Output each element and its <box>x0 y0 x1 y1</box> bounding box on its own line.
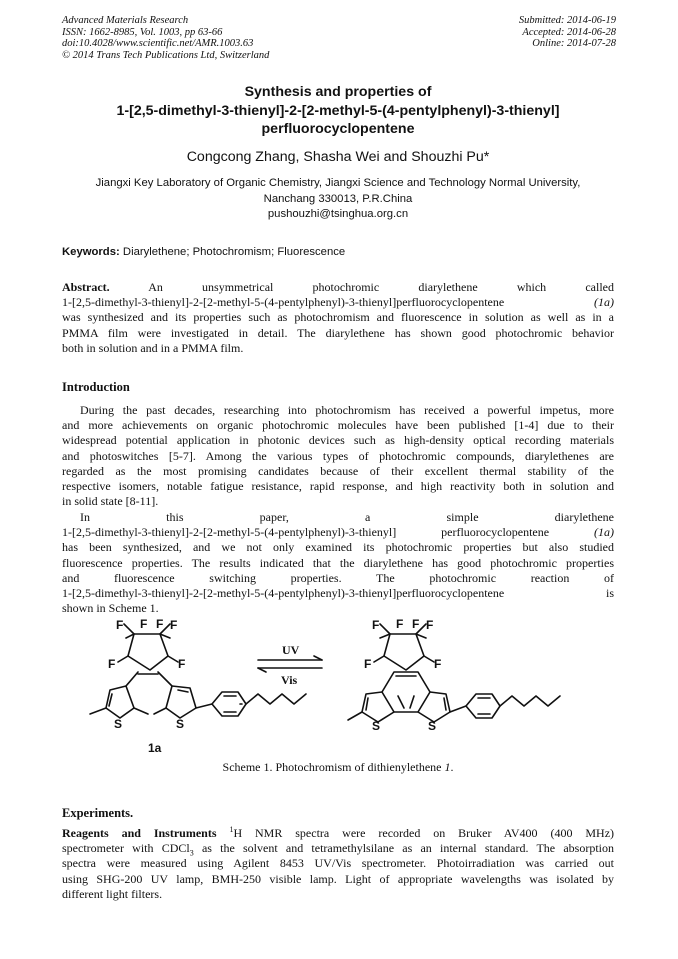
fluorine-label: F <box>396 617 404 631</box>
abstract-line <box>62 295 614 310</box>
doi: doi:10.4028/www.scientific.net/AMR.1003.63 <box>62 38 254 50</box>
issn: ISSN: 1662-8985, Vol. 1003, pp 63-66 <box>62 26 223 38</box>
fluorine-label: F <box>156 617 164 631</box>
nmr-superscript: 1 <box>229 825 234 834</box>
abstract <box>62 280 614 356</box>
abstract-label: Abstract. <box>62 280 110 294</box>
intro-line: regarded as the most promising candidates because of their excellent thermal stability of the <box>62 463 614 478</box>
sulfur-label: S <box>176 717 185 731</box>
intro-line: in solid state [8-11]. <box>62 494 159 509</box>
keywords-label: Keywords: <box>62 246 120 258</box>
uv-label: UV <box>282 643 300 657</box>
sulfur-label: S <box>114 717 123 731</box>
intro-line: shown in Scheme 1. <box>62 601 159 616</box>
abstract-line: both in solution and in a PMMA film. <box>62 340 244 355</box>
reagents-label: Reagents and Instruments <box>62 826 217 840</box>
intro-text: 1-[2,5-dimethyl-3-thienyl]-2-[2-methyl-5-(4-pentylphenyl)-3-thienyl] perfluorocyclopentene <box>62 525 550 540</box>
experiments-text: H NMR spectra were recorded on Bruker AV400 (400 MHz) <box>233 826 615 840</box>
fluorine-label: F <box>364 657 372 671</box>
introduction-paragraph-1 <box>62 403 614 509</box>
affiliation-line: Jiangxi Key Laboratory of Organic Chemistry, Jiangxi Science and Technology Normal University, <box>95 177 581 189</box>
experiments-line: different light filters. <box>62 886 163 901</box>
date-info <box>519 15 616 50</box>
experiments-paragraph <box>62 826 614 902</box>
affiliation-line: Nanchang 330013, P.R.China <box>263 193 413 205</box>
section-heading-experiments: Experiments. <box>62 806 134 820</box>
abstract-text: An unsymmetrical photochromic diarylethene which called <box>148 280 615 294</box>
fluorine-label: F <box>434 657 442 671</box>
fluorine-label: F <box>116 618 124 632</box>
intro-line: 1-[2,5-dimethyl-3-thienyl]-2-[2-methyl-5-(4-pentylphenyl)-3-thienyl]perfluorocyclopentene is <box>62 586 614 601</box>
abstract-line: was synthesized and its properties such as photochromism and fluorescence in solution as well as in a <box>62 310 614 325</box>
caption-period: . <box>450 760 454 774</box>
experiments-line: using SHG-200 UV lamp, BMH-250 visible lamp. Light of appropriate wavelengths was isolated by <box>62 871 614 886</box>
journal-name: Advanced Materials Research <box>62 15 189 26</box>
intro-line: During the past decades, researching into photochromism has received a powerful impetus, more <box>80 403 614 417</box>
intro-line: respective isomers, notable fatigue resistance, rapid response, and high reactivity both in solution and <box>62 479 614 494</box>
intro-line: and more achievements on organic photochromic molecules have been published [1-4] due to their <box>62 418 614 433</box>
compound-label: 1a <box>148 741 162 755</box>
title-line: 1-[2,5-dimethyl-3-thienyl]-2-[2-methyl-5-(4-pentylphenyl)-3-thienyl] <box>116 102 560 119</box>
authors: Congcong Zhang, Shasha Wei and Shouzhi Pu* <box>186 149 490 165</box>
fluorine-label: F <box>412 617 420 631</box>
paper-title <box>62 83 614 139</box>
intro-line: In this paper, a simple diarylethene <box>80 510 614 524</box>
abstract-text: 1-[2,5-dimethyl-3-thienyl]-2-[2-methyl-5-(4-pentylphenyl)-3-thienyl]perfluorocyclopentene <box>62 295 505 310</box>
photochromism-scheme <box>62 616 614 756</box>
abstract-line: PMMA film were investigated in detail. The diarylethene has shown good photochromic behavior <box>62 325 614 340</box>
intro-line <box>62 525 614 540</box>
fluorine-label: F <box>170 618 178 632</box>
fluorine-label: F <box>178 657 186 671</box>
caption-text: Scheme 1. Photochromism of dithienylethene <box>222 760 442 774</box>
intro-line: fluorescence properties. The results indicated that the diarylethene has good photochromic properties <box>62 555 614 570</box>
subscript: 3 <box>189 848 194 858</box>
compound-ref: (1a) <box>594 295 614 310</box>
experiments-line <box>62 826 614 841</box>
title-line: Synthesis and properties of <box>244 84 432 100</box>
experiments-text: as the solvent and tetramethylsilane as an internal standard. The absorption <box>193 841 615 856</box>
experiments-line: spectra were measured using Agilent 8453 UV/Vis spectrometer. Photoirradiation was carried out <box>62 856 614 871</box>
compound-ref: (1a) <box>594 525 614 540</box>
fluorine-label: F <box>140 617 148 631</box>
fluorine-label: F <box>426 618 434 632</box>
intro-line: widespread potential application in photonic devices such as high-density optical recording materials <box>62 433 614 448</box>
intro-line: and photoswitches [5-7]. Among the various types of photochromic compounds, diarylethenes are <box>62 448 614 463</box>
keywords <box>62 246 345 258</box>
author-email[interactable]: pushouzhi@tsinghua.org.cn <box>267 208 409 220</box>
fluorine-label: F <box>372 618 380 632</box>
accepted-date: Accepted: 2014-06-28 <box>522 26 616 38</box>
abstract-line <box>62 280 614 295</box>
title-line: perfluorocyclopentene <box>261 121 415 137</box>
vis-label: Vis <box>281 673 298 687</box>
sulfur-label: S <box>428 719 437 733</box>
intro-line: and fluorescence switching properties. The photochromic reaction of <box>62 570 614 585</box>
scheme-caption <box>62 760 614 775</box>
affiliation <box>62 175 614 207</box>
sulfur-label: S <box>372 719 381 733</box>
caption-compound: 1 <box>444 760 451 774</box>
experiments-line <box>62 841 614 856</box>
fluorine-label: F <box>108 657 116 671</box>
submitted-date: Submitted: 2014-06-19 <box>518 15 616 26</box>
intro-line: has been synthesized, and we not only examined its photochromic properties but also studied <box>62 540 614 555</box>
section-heading-introduction: Introduction <box>62 380 130 394</box>
introduction-paragraph-2 <box>62 510 614 616</box>
experiments-text: spectrometer with CDCl <box>62 841 190 856</box>
online-date: Online: 2014-07-28 <box>532 38 616 50</box>
copyright: © 2014 Trans Tech Publications Ltd, Switzerland <box>62 49 270 61</box>
keywords-text: Diarylethene; Photochromism; Fluorescence <box>122 246 346 258</box>
publication-info <box>62 15 269 61</box>
